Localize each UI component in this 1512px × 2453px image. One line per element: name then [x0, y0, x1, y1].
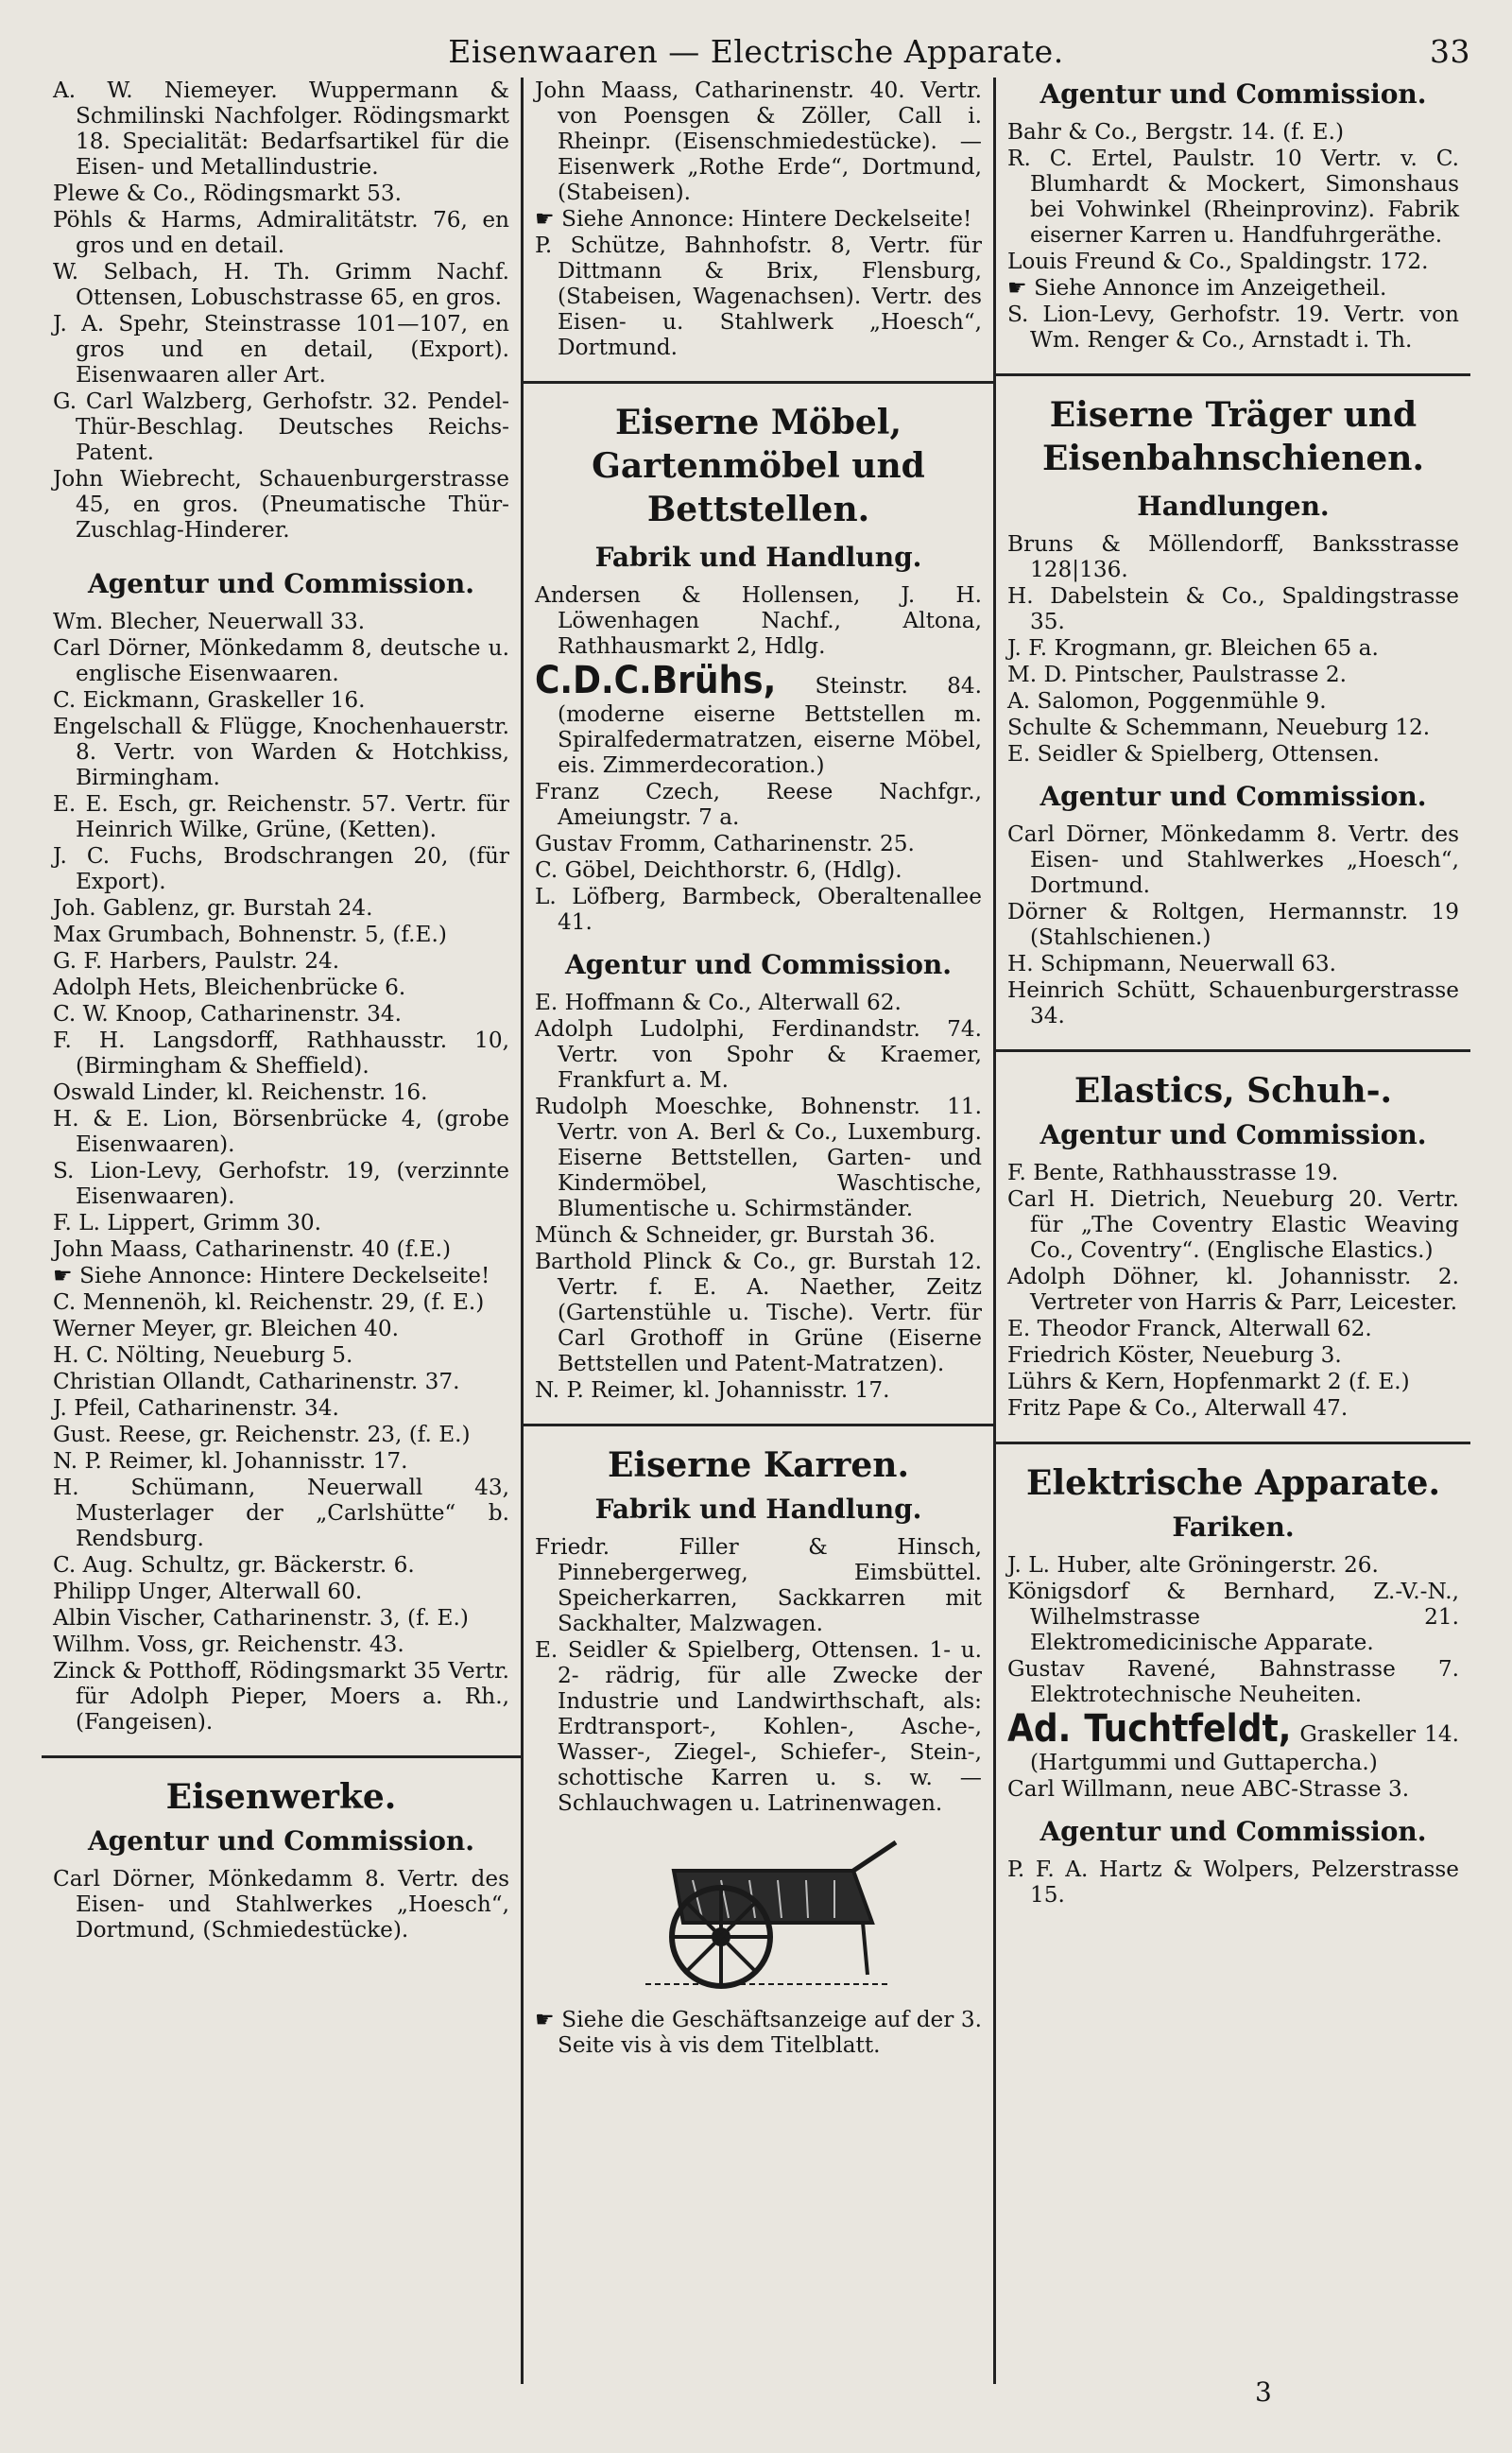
cart-illustration — [617, 1833, 901, 1994]
listing-entry: Lührs & Kern, Hopfenmarkt 2 (f. E.) — [1007, 1369, 1410, 1394]
listing-entry: G. Carl Walzberg, Gerhofstr. 32. Pendel-Thür-Beschlag. Deutsches Reichs-Patent. — [53, 389, 509, 465]
listing-entry: J. A. Spehr, Steinstrasse 101—107, en gros und en detail, (Export). Eisenwaaren aller Art. — [53, 311, 509, 388]
listing-entry: Gustav Ravené, Bahnstrasse 7. Elektrotechnische Neuheiten. — [1007, 1656, 1459, 1707]
listing-entry: J. F. Krogmann, gr. Bleichen 65 a. — [1007, 635, 1379, 661]
see-advert-note: ☛ Siehe die Geschäftsanzeige auf der 3. Seite vis à vis dem Titelblatt. — [535, 2007, 982, 2058]
see-advert-note: ☛ Siehe Annonce im Anzeigetheil. — [1007, 275, 1387, 301]
listing-entry: J. L. Huber, alte Gröningerstr. 26. — [1007, 1552, 1379, 1578]
listing-entry: Zinck & Potthoff, Rödingsmarkt 35 Vertr. für Adolph Pieper, Moers a. Rh., (Fangeisen). — [53, 1658, 509, 1735]
listing-entry: Carl Dörner, Mönkedamm 8, deutsche u. englische Eisenwaaren. — [53, 635, 509, 686]
listing-entry: Adolph Ludolphi, Ferdinandstr. 74. Vertr. von Spohr & Kraemer, Frankfurt a. M. — [535, 1016, 982, 1093]
listing-entry: Carl H. Dietrich, Neueburg 20. Vertr. für „The Coventry Elastic Weaving Co., Coventry“. (Englische Elastics.) — [1007, 1186, 1459, 1263]
listing-entry: Christian Ollandt, Catharinenstr. 37. — [53, 1369, 460, 1394]
listing-entry: Gust. Reese, gr. Reichenstr. 23, (f. E.) — [53, 1422, 471, 1447]
section-heading: Eisenwerke. — [165, 1777, 397, 1817]
see-advert-note: ☛ Siehe Annonce: Hintere Deckelseite! — [53, 1263, 490, 1288]
section-heading: Eiserne Karren. — [607, 1445, 910, 1485]
signature-mark: 3 — [1255, 2376, 1272, 2408]
listing-entry: H. & E. Lion, Börsenbrücke 4, (grobe Eisenwaaren). — [53, 1106, 509, 1157]
listing-entry: Franz Czech, Reese Nachfgr., Ameiungstr. 7 a. — [535, 779, 982, 830]
listing-entry: Philipp Unger, Alterwall 60. — [53, 1579, 363, 1604]
listing-entry: Joh. Gablenz, gr. Burstah 24. — [53, 895, 373, 921]
listing-entry: Rudolph Moeschke, Bohnenstr. 11. Vertr. von A. Berl & Co., Luxemburg. Eiserne Bettstellen, Garten- und Kindermöbel, Waschtische, Blumentische u. Schirmständer. — [535, 1094, 982, 1221]
section-subheading: Handlungen. — [1137, 491, 1330, 522]
listing-entry: E. Hoffmann & Co., Alterwall 62. — [535, 990, 902, 1015]
listing-entry: Oswald Linder, kl. Reichenstr. 16. — [53, 1080, 428, 1105]
listing-entry: Heinrich Schütt, Schauenburgerstrasse 34. — [1007, 977, 1459, 1028]
column-1 — [42, 78, 524, 2384]
listing-entry: John Maass, Catharinenstr. 40 (f.E.) — [53, 1236, 452, 1262]
listing-entry: Bruns & Möllendorff, Banksstrasse 128|136. — [1007, 531, 1459, 582]
section-divider — [42, 1755, 521, 1758]
listing-entry: N. P. Reimer, kl. Johannisstr. 17. — [53, 1448, 408, 1474]
listing-entry: S. Lion-Levy, Gerhofstr. 19, (verzinnte Eisenwaaren). — [53, 1158, 509, 1209]
column-2 — [524, 78, 996, 2384]
section-heading: Bettstellen. — [646, 490, 870, 529]
listing-entry: Fritz Pape & Co., Alterwall 47. — [1007, 1395, 1349, 1421]
listing-entry: C. Eickmann, Graskeller 16. — [53, 687, 366, 713]
listing-entry: Louis Freund & Co., Spaldingstr. 172. — [1007, 249, 1429, 274]
listing-entry: Adolph Hets, Bleichenbrücke 6. — [53, 975, 406, 1000]
listing-entry: Andersen & Hollensen, J. H. Löwenhagen Nachf., Altona, Rathhausmarkt 2, Hdlg. — [535, 582, 982, 659]
listing-entry: P. Schütze, Bahnhofstr. 8, Vertr. für Dittmann & Brix, Flensburg, (Stabeisen, Wagenachsen). Vertr. des Eisen- u. Stahlwerk „Hoesch“, Dortmund. — [535, 233, 982, 360]
section-subheading: Agentur und Commission. — [1040, 1119, 1427, 1150]
listing-entry: Engelschall & Flügge, Knochenhauerstr. 8. Vertr. von Warden & Hotchkiss, Birmingham. — [53, 714, 509, 790]
listing-entry: E. Seidler & Spielberg, Ottensen. 1- u. 2- rädrig, für alle Zwecke der Industrie und Landwirthschaft, als: Erdtransport-, Kohlen-, Asche-, Wasser-, Ziegel-, Schiefer-, Stein-, schottische Karren u. s. w. — Schlauchwagen u. Latrinenwagen. — [535, 1637, 982, 1816]
listing-entry: Wilhm. Voss, gr. Reichenstr. 43. — [53, 1632, 404, 1657]
listing-entry: E. E. Esch, gr. Reichenstr. 57. Vertr. für Heinrich Wilke, Grüne, (Ketten). — [53, 791, 509, 842]
listing-entry: Max Grumbach, Bohnenstr. 5, (f.E.) — [53, 922, 447, 947]
listing-entry: Wm. Blecher, Neuerwall 33. — [53, 609, 366, 634]
listing-entry: P. F. A. Hartz & Wolpers, Pelzerstrasse 15. — [1007, 1857, 1459, 1908]
listing-entry: A. Salomon, Poggenmühle 9. — [1007, 688, 1327, 714]
column-3 — [996, 78, 1470, 2384]
listing-entry: S. Lion-Levy, Gerhofstr. 19. Vertr. von Wm. Renger & Co., Arnstadt i. Th. — [1007, 302, 1459, 353]
section-heading: Elastics, Schuh-. — [1074, 1071, 1393, 1111]
section-heading: Eisenbahnschienen. — [1041, 439, 1425, 478]
section-subheading: Agentur und Commission. — [87, 568, 475, 599]
listing-entry: J. Pfeil, Catharinenstr. 34. — [53, 1395, 339, 1421]
listing-entry: Barthold Plinck & Co., gr. Burstah 12. Vertr. f. E. A. Naether, Zeitz (Gartenstühle u. Tische). Vertr. für Carl Grothoff in Grüne (Eiserne Bettstellen und Patent-Matratzen). — [535, 1249, 982, 1376]
columns — [42, 78, 1470, 2384]
listing-entry: John Wiebrecht, Schauenburgerstrasse 45, en gros. (Pneumatische Thür-Zuschlag-Hinderer. — [53, 466, 509, 543]
listing-entry: M. D. Pintscher, Paulstrasse 2. — [1007, 662, 1347, 687]
section-heading: Elektrische Apparate. — [1026, 1463, 1440, 1503]
section-divider — [524, 1424, 993, 1426]
listing-entry: C. Göbel, Deichthorstr. 6, (Hdlg). — [535, 857, 902, 883]
listing-entry: Werner Meyer, gr. Bleichen 40. — [53, 1316, 399, 1341]
listing-entry: G. F. Harbers, Paulstr. 24. — [53, 948, 340, 974]
listing-entry: W. Selbach, H. Th. Grimm Nachf. Ottensen, Lobuschstrasse 65, en gros. — [53, 259, 509, 310]
listing-entry: Carl Dörner, Mönkedamm 8. Vertr. des Eisen- und Stahlwerkes „Hoesch“, Dortmund. — [1007, 821, 1459, 898]
listing-entry: H. Schümann, Neuerwall 43, Musterlager der „Carlshütte“ b. Rendsburg. — [53, 1475, 509, 1551]
section-divider — [524, 381, 993, 384]
section-subheading: Agentur und Commission. — [564, 949, 953, 980]
section-subheading: Fariken. — [1172, 1512, 1295, 1543]
section-heading: Gartenmöbel und — [592, 446, 925, 486]
listing-entry: Plewe & Co., Rödingsmarkt 53. — [53, 181, 402, 206]
running-title: Eisenwaaren — Electrische Apparate. — [448, 33, 1064, 70]
listing-entry — [535, 660, 982, 778]
listing-entry: E. Theodor Franck, Alterwall 62. — [1007, 1316, 1372, 1341]
brand-description: Steinstr. 84. (moderne eiserne Bettstellen m. Spiralfedermatratzen, eiserne Möbel, eis. Zimmerdecoration.) — [558, 673, 982, 778]
brand-description: Graskeller 14. (Hartgummi und Guttapercha.) — [1030, 1721, 1459, 1775]
listing-entry: Pöhls & Harms, Admiralitätstr. 76, en gros und en detail. — [53, 207, 509, 258]
section-heading: Eiserne Träger und — [1049, 395, 1418, 435]
page-number: 33 — [1430, 33, 1470, 70]
section-divider — [996, 1442, 1470, 1444]
section-divider — [996, 1049, 1470, 1052]
listing-entry: C. W. Knoop, Catharinenstr. 34. — [53, 1001, 403, 1027]
see-advert-note: ☛ Siehe Annonce: Hintere Deckelseite! — [535, 206, 972, 232]
listing-entry: L. Löfberg, Barmbeck, Oberaltenallee 41. — [535, 884, 982, 935]
section-subheading: Agentur und Commission. — [1040, 781, 1427, 812]
listing-entry: H. Dabelstein & Co., Spaldingstrasse 35. — [1007, 583, 1459, 634]
listing-entry: Dörner & Roltgen, Hermannstr. 19 (Stahlschienen.) — [1007, 899, 1459, 950]
listing-entry: E. Seidler & Spielberg, Ottensen. — [1007, 741, 1380, 767]
section-subheading: Fabrik und Handlung. — [594, 1494, 922, 1525]
listing-entry: Adolph Döhner, kl. Johannisstr. 2. Vertreter von Harris & Parr, Leicester. — [1007, 1264, 1459, 1315]
listing-entry: John Maass, Catharinenstr. 40. Vertr. von Poensgen & Zöller, Call i. Rheinpr. (Eisenschmiedestücke). — Eisenwerk „Rothe Erde“, Dortmund, (Stabeisen). — [535, 78, 982, 205]
listing-entry: H. Schipmann, Neuerwall 63. — [1007, 951, 1336, 976]
section-subheading: Agentur und Commission. — [1040, 78, 1427, 110]
listing-entry: Albin Vischer, Catharinenstr. 3, (f. E.) — [53, 1605, 469, 1631]
listing-entry: Schulte & Schemmann, Neueburg 12. — [1007, 715, 1431, 740]
listing-entry — [1007, 1708, 1459, 1775]
listing-entry: Münch & Schneider, gr. Burstah 36. — [535, 1222, 936, 1248]
listing-entry: H. C. Nölting, Neueburg 5. — [53, 1342, 353, 1368]
listing-entry: Friedrich Köster, Neueburg 3. — [1007, 1342, 1342, 1368]
brand-name: Ad. Tuchtfeldt, — [1007, 1707, 1292, 1751]
listing-entry: C. Mennenöh, kl. Reichenstr. 29, (f. E.) — [53, 1289, 485, 1315]
listing-entry: F. Bente, Rathhausstrasse 19. — [1007, 1160, 1339, 1185]
section-subheading: Agentur und Commission. — [1040, 1816, 1427, 1847]
brand-name: C.D.C.Brühs, — [535, 659, 777, 702]
listing-entry: F. H. Langsdorff, Rathhausstr. 10, (Birmingham & Sheffield). — [53, 1028, 509, 1079]
section-divider — [996, 373, 1470, 376]
listing-entry: Friedr. Filler & Hinsch, Pinnebergerweg, Eimsbüttel. Speicherkarren, Sackkarren mit Sackhalter, Malzwagen. — [535, 1534, 982, 1636]
listing-entry: Carl Dörner, Mönkedamm 8. Vertr. des Eisen- und Stahlwerkes „Hoesch“, Dortmund, (Schmiedestücke). — [53, 1866, 509, 1943]
listing-entry: R. C. Ertel, Paulstr. 10 Vertr. v. C. Blumhardt & Mockert, Simonshaus bei Vohwinkel (Rheinprovinz). Fabrik eiserner Karren u. Handfuhrgeräthe. — [1007, 146, 1459, 248]
listing-entry: A. W. Niemeyer. Wuppermann & Schmilinski Nachfolger. Rödingsmarkt 18. Specialität: Bedarfsartikel für die Eisen- und Metallindustrie. — [53, 78, 509, 180]
section-subheading: Agentur und Commission. — [87, 1825, 475, 1857]
listing-entry: J. C. Fuchs, Brodschrangen 20, (für Export). — [53, 843, 509, 894]
section-heading: Eiserne Möbel, — [614, 403, 902, 442]
listing-entry: N. P. Reimer, kl. Johannisstr. 17. — [535, 1377, 890, 1403]
listing-entry: F. L. Lippert, Grimm 30. — [53, 1210, 321, 1235]
section-subheading: Fabrik und Handlung. — [594, 542, 922, 573]
listing-entry: C. Aug. Schultz, gr. Bäckerstr. 6. — [53, 1552, 415, 1578]
listing-entry: Carl Willmann, neue ABC-Strasse 3. — [1007, 1776, 1410, 1802]
page-header — [42, 26, 1470, 78]
listing-entry: Königsdorf & Bernhard, Z.-V.-N., Wilhelmstrasse 21. Elektromedicinische Apparate. — [1007, 1579, 1459, 1655]
listing-entry: Bahr & Co., Bergstr. 14. (f. E.) — [1007, 119, 1344, 145]
listing-entry: Gustav Fromm, Catharinenstr. 25. — [535, 831, 915, 856]
